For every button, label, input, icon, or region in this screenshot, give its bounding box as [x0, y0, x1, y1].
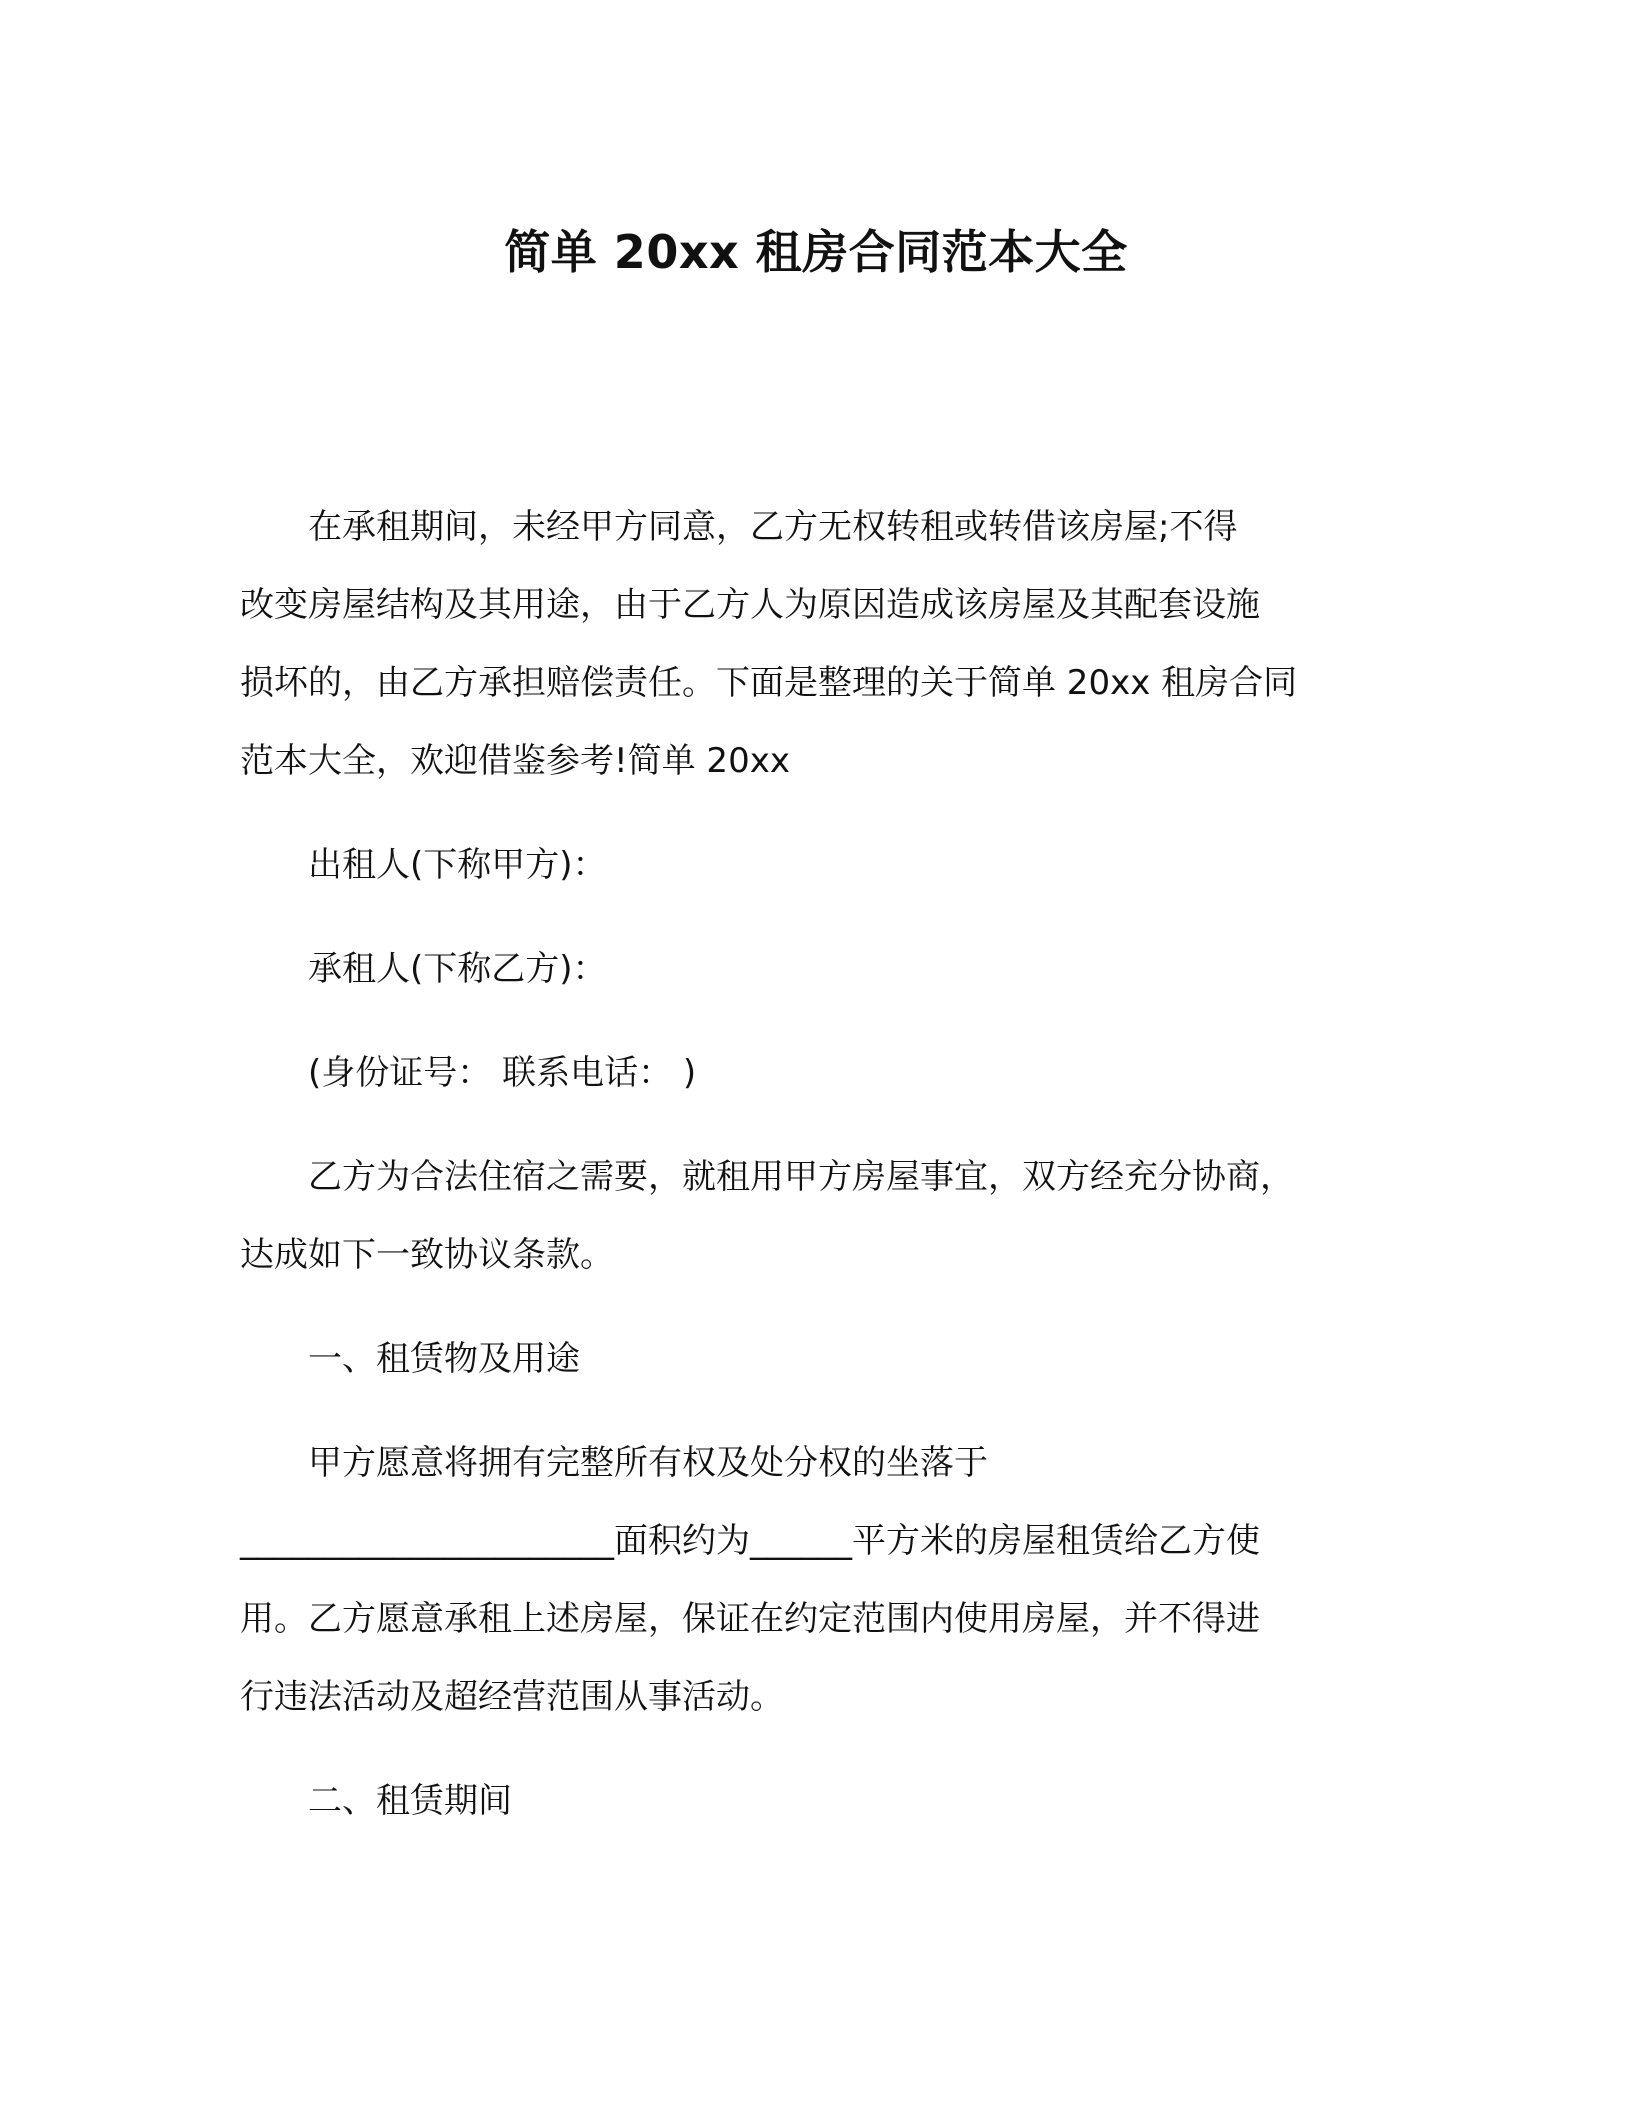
intro-line: 损坏的，由乙方承担赔偿责任。下面是整理的关于简单 20xx 租房合同	[240, 663, 1298, 703]
lessee-line: 承租人(下称乙方)：	[308, 949, 607, 989]
intro-line: 在承租期间，未经甲方同意，乙方无权转租或转借该房屋;不得	[308, 507, 1238, 547]
agreement-paragraph	[240, 1138, 1390, 1294]
intro-line: 改变房屋结构及其用途，由于乙方人为原因造成该房屋及其配套设施	[240, 585, 1260, 625]
section-heading-1: 一、租赁物及用途	[308, 1339, 580, 1379]
document-title: 简单 20xx 租房合同范本大全	[504, 225, 1128, 279]
section1-line: 行违法活动及超经营范围从事活动。	[240, 1677, 784, 1717]
agreement-line: 乙方为合法住宿之需要，就租用甲方房屋事宜，双方经充分协商，	[308, 1157, 1294, 1197]
id-contact-line: (身份证号： 联系电话： )	[308, 1053, 697, 1093]
document-body	[240, 488, 1390, 1866]
section1-line: ______________________面积约为______平方米的房屋租赁给乙方使	[240, 1521, 1260, 1561]
section1-paragraph	[240, 1424, 1390, 1736]
agreement-line: 达成如下一致协议条款。	[240, 1235, 614, 1275]
lessor-line: 出租人(下称甲方)：	[308, 845, 607, 885]
section1-line: 甲方愿意将拥有完整所有权及处分权的坐落于	[308, 1443, 988, 1483]
intro-paragraph	[240, 488, 1390, 800]
section-heading-2: 二、租赁期间	[308, 1781, 512, 1821]
section1-line: 用。乙方愿意承租上述房屋，保证在约定范围内使用房屋，并不得进	[240, 1599, 1260, 1639]
intro-line: 范本大全，欢迎借鉴参考!简单 20xx	[240, 741, 790, 781]
